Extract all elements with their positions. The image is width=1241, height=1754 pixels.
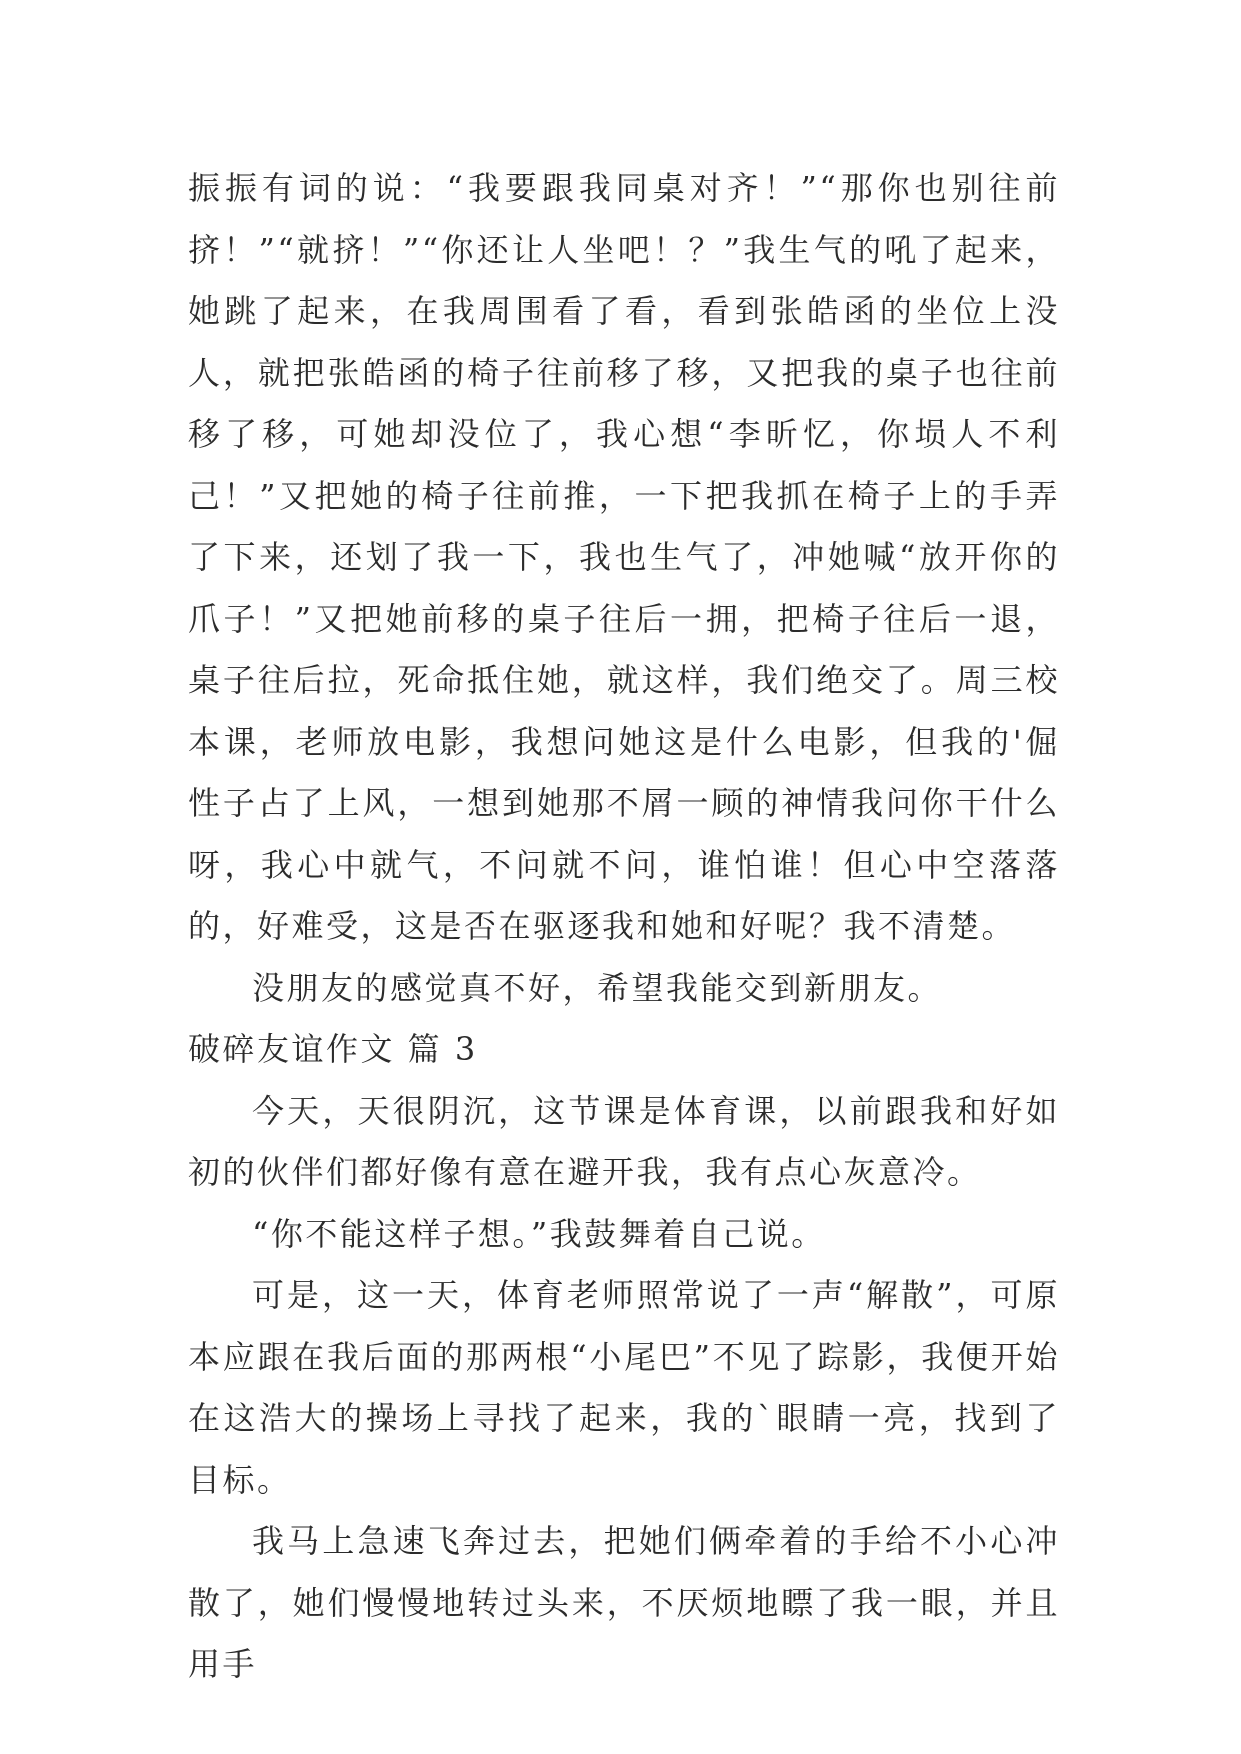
paragraph-5: 可是，这一天，体育老师照常说了一声“解散”，可原本应跟在我后面的那两根“小尾巴”不见了踪影，我便开始在这浩大的操场上寻找了起来，我的`眼睛一亮，找到了目标。 — [188, 1276, 1060, 1499]
paragraph-3: 今天，天很阴沉，这节课是体育课，以前跟我和好如初的伙伴们都好像有意在避开我，我有点心灰意冷。 — [188, 1091, 1060, 1191]
essay-body — [188, 158, 1060, 1696]
paragraph-6: 我马上急速飞奔过去，把她们俩牵着的手给不小心冲散了，她们慢慢地转过头来，不厌烦地瞟了我一眼，并且用手 — [188, 1522, 1060, 1683]
paragraph-4: “你不能这样子想。”我鼓舞着自己说。 — [252, 1214, 826, 1253]
paragraph-1: 振振有词的说：“我要跟我同桌对齐！”“那你也别往前挤！”“就挤！”“你还让人坐吧！？”我生气的吼了起来，她跳了起来，在我周围看了看，看到张皓函的坐位上没人，就把张皓函的椅子往前移了移，又把我的桌子也往前移了移，可她却没位了，我心想“李昕忆，你埙人不利己！”又把她的椅子往前推，一下把我抓在椅子上的手弄了下来，还划了我一下，我也生气了，冲她喊“放开你的爪子！”又把她前移的桌子往后一拥，把椅子往后一退，桌子往后拉，死命抵住她，就这样，我们绝交了。周三校本课，老师放电影，我想问她这是什么电影，但我的'倔性子占了上风，一想到她那不屑一顾的神情我问你干什么呀，我心中就气，不问就不问，谁怕谁！但心中空落落的，好难受，这是否在驱逐我和她和好呢？我不清楚。 — [188, 169, 1060, 945]
paragraph-2: 没朋友的感觉真不好，希望我能交到新朋友。 — [252, 968, 943, 1007]
essay-heading: 破碎友谊作文 篇 3 — [188, 1030, 478, 1068]
